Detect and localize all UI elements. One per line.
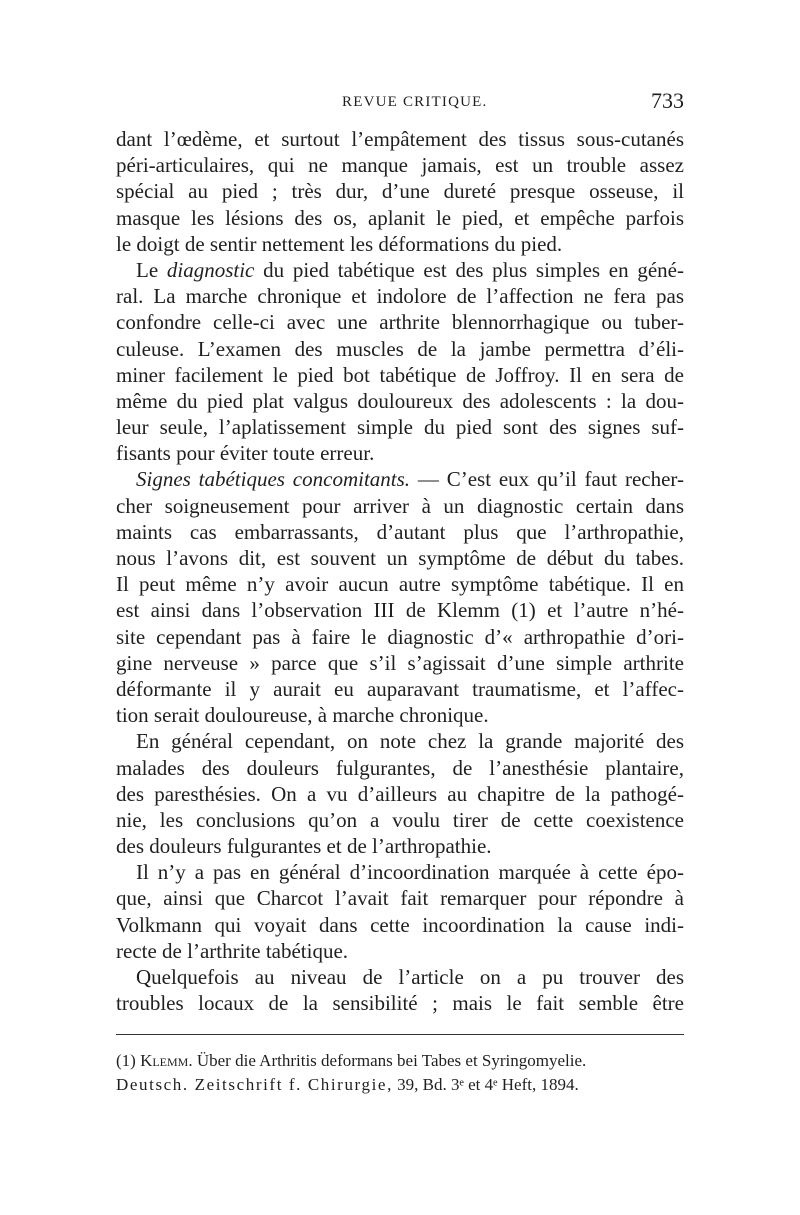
text-line: Il peut même n’y avoir aucun autre symptôme tabétique. Il en [116, 572, 684, 597]
text-line: même du pied plat valgus douloureux des adolescents : la dou- [116, 388, 684, 413]
text-line: masque les lésions des os, aplanit le pied, et empêche parfois [116, 205, 684, 230]
text-line: culeuse. L’examen des muscles de la jambe permettra d’éli- [116, 336, 684, 361]
footnote-text: Über die Arthritis deformans bei Tabes et Syringomyelie. [192, 1051, 587, 1071]
text-line: Volkmann qui voyait dans cette incoordination la cause indi- [116, 912, 684, 937]
footnote-divider [116, 1034, 684, 1035]
text-line: est ainsi dans l’observation III de Klemm (1) et l’autre n’hé- [116, 598, 684, 623]
footnote-journal: Deutsch. Zeitschrift f. Chirurgie, [116, 1075, 393, 1095]
text-line: leur seule, l’aplatissement simple du pied sont des signes suf- [116, 415, 684, 440]
text-line: nie, les conclusions qu’on a voulu tirer de cette coexistence [116, 807, 684, 832]
running-head [116, 88, 684, 122]
footnote-author: Klemm. [140, 1051, 193, 1071]
text-line: des paresthésies. On a vu d’ailleurs au chapitre de la pathogé- [116, 781, 684, 806]
text-line: que, ainsi que Charcot l’avait fait remarquer pour répondre à [116, 886, 684, 911]
footnote-line [116, 1073, 684, 1097]
text-line: cher soigneusement pour arriver à un diagnostic certain dans [116, 493, 684, 518]
footnotes [116, 1049, 684, 1097]
text-line: Quelquefois au niveau de l’article on a pu trouver des [136, 965, 684, 989]
page-number: 733 [651, 88, 684, 113]
text-line: le doigt de sentir nettement les déformations du pied. [116, 231, 563, 256]
text-line: gine nerveuse » parce que s’il s’agissait d’une simple arthrite [116, 650, 684, 675]
text-line: maints cas embarrassants, d’autant plus que l’arthropathie, [116, 519, 684, 544]
text-line: malades des douleurs fulgurantes, de l’anesthésie plantaire, [116, 755, 684, 780]
italic-term: diagnostic [166, 257, 255, 282]
text-line: site cependant pas à faire le diagnostic d’« arthropathie d’ori- [116, 624, 684, 649]
italic-heading: Signes tabétiques concomitants. [136, 467, 411, 492]
footnote-text: 39, Bd. 3ᵉ et 4ᵉ Heft, 1894. [392, 1075, 579, 1095]
text-line: confondre celle-ci avec une arthrite blennorrhagique ou tuber- [116, 310, 684, 335]
text-fragment: du pied tabétique est des plus simples en géné- [254, 257, 684, 282]
footnote-line [116, 1049, 684, 1073]
text-line: miner facilement le pied bot tabétique de Joffroy. Il en sera de [116, 362, 684, 387]
text-line: troubles locaux de la sensibilité ; mais le fait semble être [116, 991, 684, 1016]
text-line [116, 466, 684, 492]
text-line: fisants pour éviter toute erreur. [116, 441, 375, 466]
body-text [116, 126, 684, 1016]
text-fragment: Le [136, 257, 167, 282]
text-line: des douleurs fulgurantes et de l’arthropathie. [116, 834, 492, 859]
text-line: dant l’œdème, et surtout l’empâtement des tissus sous-cutanés [116, 127, 684, 151]
text-line: spécial au pied ; très dur, d’une dureté presque osseuse, il [116, 179, 684, 204]
footnote-marker: (1) [116, 1051, 141, 1071]
header-title: REVUE CRITIQUE. [342, 94, 488, 110]
page [116, 88, 684, 1097]
text-line: tion serait douloureuse, à marche chronique. [116, 703, 489, 728]
text-line: En général cependant, on note chez la grande majorité des [136, 729, 684, 754]
text-line: recte de l’arthrite tabétique. [116, 938, 349, 963]
text-line [116, 257, 684, 283]
text-line: déformante il y aurait eu auparavant traumatisme, et l’affec- [116, 676, 684, 701]
text-line: Il n’y a pas en général d’incoordination marquée à cette épo- [136, 860, 684, 885]
text-line: ral. La marche chronique et indolore de l’affection ne fera pas [116, 284, 684, 309]
text-fragment: — C’est eux qu’il faut recher- [410, 467, 684, 492]
text-line: péri-articulaires, qui ne manque jamais, est un trouble assez [116, 153, 684, 178]
text-line: nous l’avons dit, est souvent un symptôme de début du tabes. [116, 546, 684, 570]
